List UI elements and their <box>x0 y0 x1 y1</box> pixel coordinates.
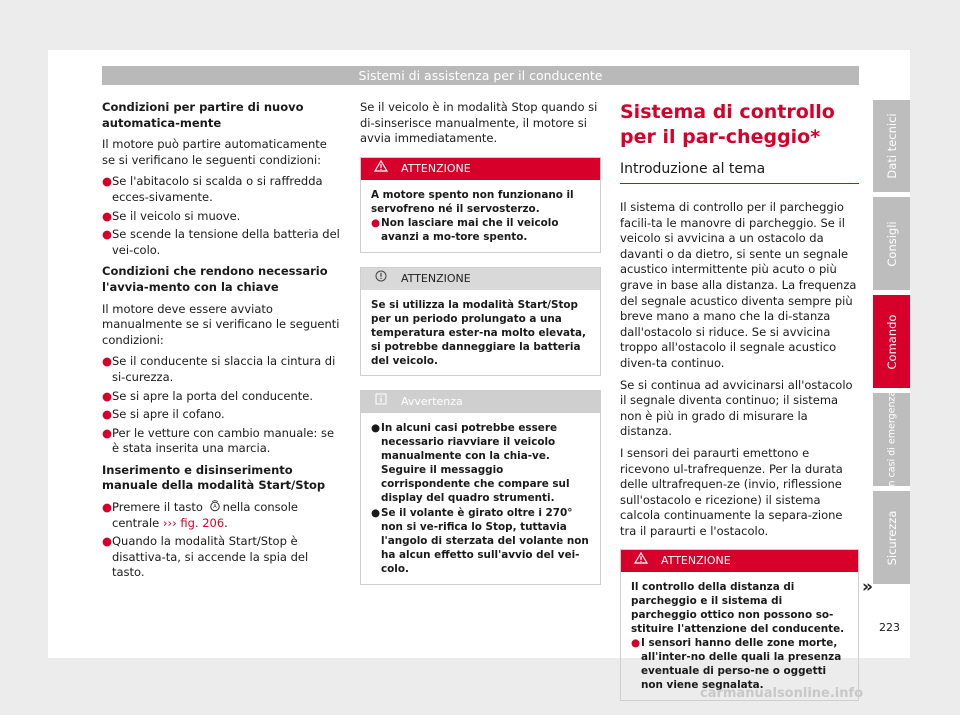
warning-triangle-icon <box>361 158 401 180</box>
warning-box <box>620 549 859 701</box>
bullet-icon: ● <box>371 506 381 519</box>
figure-reference-link[interactable]: ››› fig. 206 <box>162 515 225 530</box>
paragraph: Il motore deve essere avviato manualmente se si verificano le seguenti condizioni: <box>102 301 340 347</box>
caution-box-header <box>361 268 600 290</box>
list-item: ● Se si apre la porta del conducente. <box>102 388 313 403</box>
paragraph: Se il veicolo è in modalità Stop quando si di-sinserisce manualmente, il motore si avvia immediatamente. <box>360 100 598 146</box>
bullet-icon: ● <box>102 354 113 369</box>
note-box-title: Avvertenza <box>401 394 463 408</box>
column-3 <box>620 100 859 715</box>
section-heading-manual-start-stop: Inserimento e disinserimento manuale della modalità Start/Stop <box>102 462 326 493</box>
warning-text: A motore spento non funzionano il servofreno né il servosterzo. <box>371 188 574 215</box>
paragraph: Il sistema di controllo per il parcheggio facili-ta le manovre di parcheggio. Se il veicolo si avvicina a un ostacolo da davanti o da dietro, si sente un segnale acustico intermittente più acuto o più grave in base alla distanza. La frequenza del segnale acustico diventa sempre più breve mano a mano che la di-stanza dall'ostacolo si riduce. Se si avvicina troppo all'ostacolo il segnale acustico diven-ta continuo. <box>620 200 857 370</box>
bullet-icon: ● <box>102 208 113 223</box>
list-item: ● Premere il tasto A nella console centrale ››› fig. 206. <box>102 500 298 530</box>
tab-consigli[interactable]: Consigli <box>873 197 910 290</box>
list-item: ● In alcuni casi potrebbe essere necessario riavviare il veicolo manualmente con la chia-ve. Seguire il messaggio corrispondente che compare sul display del quadro strumenti. <box>371 421 570 504</box>
page-header: Sistemi di assistenza per il conducente <box>102 66 859 85</box>
list-item: ● Non lasciare mai che il veicolo avanzi a mo-tore spento. <box>371 216 559 243</box>
caution-text: Se si utilizza la modalità Start/Stop per un periodo prolungato a una temperatura ester-na molto elevata, si potrebbe danneggiare la batteria del veicolo. <box>371 298 586 367</box>
caution-box-title: ATTENZIONE <box>401 271 471 285</box>
list-item: ● Quando la modalità Start/Stop è disattiva-ta, si accende la spia del tasto. <box>102 534 309 580</box>
section-subtitle: Introduzione al tema <box>620 160 859 184</box>
section-heading-key-start: Condizioni che rendono necessario l'avvia-mento con la chiave <box>102 264 328 294</box>
continue-arrow-icon: » <box>862 577 873 597</box>
section-heading-restart: Condizioni per partire di nuovo automatica-mente <box>102 100 304 130</box>
column-2 <box>360 100 601 599</box>
bullet-icon: ● <box>102 534 113 549</box>
bullet-icon: ● <box>102 425 113 440</box>
bullet-icon: ● <box>102 174 113 189</box>
bullet-icon: ● <box>371 216 381 229</box>
list-item: ● Se il conducente si slaccia la cintura di si-curezza. <box>102 354 336 384</box>
chapter-title: Sistema di controllo per il par-cheggio* <box>620 101 835 148</box>
bullet-icon: ● <box>371 421 381 434</box>
tab-dati-tecnici[interactable]: Dati tecnici <box>873 100 910 192</box>
bullet-list <box>102 174 340 258</box>
bullet-list <box>102 354 340 457</box>
page-number: 223 <box>879 621 900 634</box>
warning-triangle-icon <box>621 550 661 572</box>
warning-text: Il controllo della distanza di parcheggio e il sistema di parcheggio ottico non possono so-stituire l'attenzione del conducente. <box>631 581 845 636</box>
paragraph: I sensori dei paraurti emettono e ricevono ul-trafrequenze. Per la durata delle ultrafrequen-ze (invio, riflessione sull'ostacolo e ricezione) il sistema calcola continuamente la separa-zione tra il paraurti e l'ostacolo. <box>620 445 843 538</box>
list-item: ● Se l'abitacolo si scalda o si raffredda ecces-sivamente. <box>102 174 323 204</box>
list-item: ● Se scende la tensione della batteria del vei-colo. <box>102 227 340 257</box>
caution-circle-icon <box>361 268 401 290</box>
bullet-icon: ● <box>102 407 113 422</box>
list-item: ● Per le vetture con cambio manuale: se è stata inserita una marcia. <box>102 425 335 456</box>
bullet-list <box>102 500 340 581</box>
bullet-icon: ● <box>102 388 113 403</box>
caution-box <box>360 267 601 376</box>
warning-box-body <box>621 572 858 700</box>
warning-box-header <box>621 550 858 572</box>
warning-box <box>360 157 601 253</box>
note-box-header <box>361 391 600 413</box>
warning-box-body <box>361 180 600 252</box>
info-icon <box>361 391 401 413</box>
list-item: ● Se il veicolo si muove. <box>102 208 241 223</box>
warning-box-title: ATTENZIONE <box>401 161 471 175</box>
list-item: ● Se il volante è girato oltre i 270° non si ve-rifica lo Stop, tuttavia l'angolo di sterzata del volante non ha alcun effetto sull'avvio del vei-colo. <box>371 506 589 575</box>
svg-text:A: A <box>212 504 217 511</box>
note-box-body <box>361 413 600 584</box>
tab-comando[interactable]: Comando <box>873 295 910 388</box>
tab-sicurezza[interactable]: Sicurezza <box>873 491 910 584</box>
bullet-icon: ● <box>102 500 113 515</box>
bullet-icon: ● <box>102 227 113 242</box>
list-item: ● Se si apre il cofano. <box>102 407 225 422</box>
list-item: ● I sensori hanno delle zone morte, all'inter-no delle quali la presenza eventuale di perso-ne o oggetti non viene segnalata. <box>631 637 842 692</box>
caution-box-body <box>361 290 600 375</box>
start-stop-button-icon <box>209 500 221 512</box>
note-box <box>360 390 601 585</box>
paragraph: Il motore può partire automaticamente se si verificano le seguenti condizioni: <box>102 137 327 167</box>
warning-box-header <box>361 158 600 180</box>
watermark: carmanualsonline.info <box>700 686 864 701</box>
paragraph: Se si continua ad avvicinarsi all'ostacolo il segnale diventa continuo; il sistema non è più in grado di misurare la distanza. <box>620 377 853 439</box>
warning-box-title: ATTENZIONE <box>661 554 731 568</box>
tab-emergenza[interactable]: In casi di emergenza <box>873 393 910 486</box>
bullet-icon: ● <box>631 637 641 650</box>
column-1 <box>102 100 340 587</box>
